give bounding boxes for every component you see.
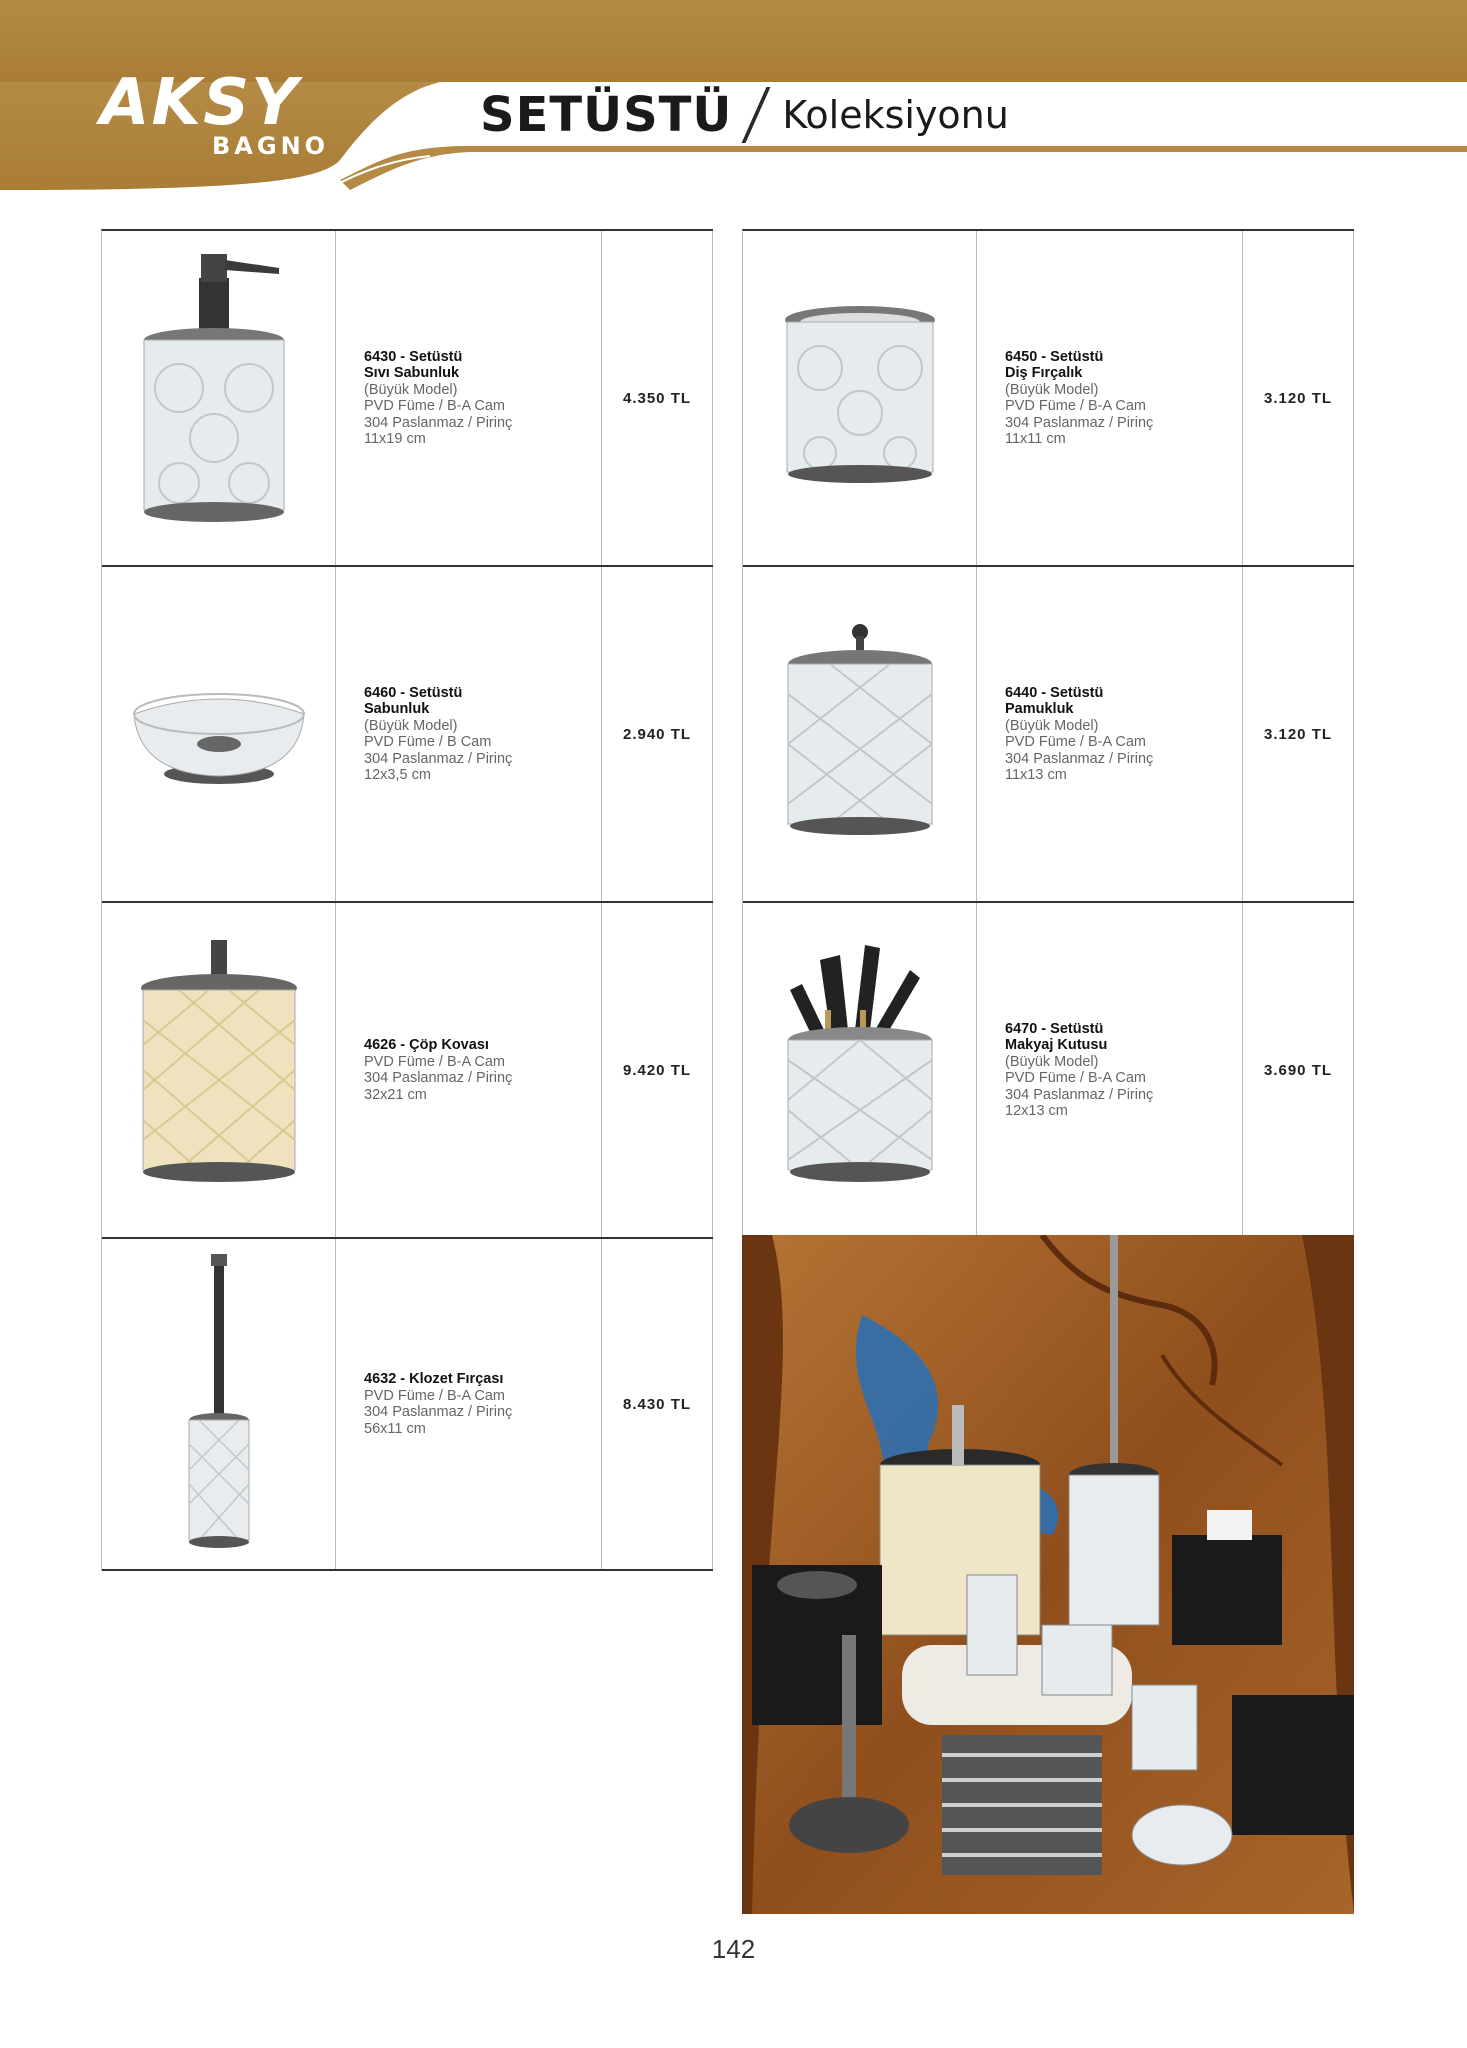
product-detail: (Büyük Model) xyxy=(364,717,458,734)
product-image-soap-dish xyxy=(102,567,336,901)
product-name: Makyaj Kutusu xyxy=(1005,1037,1108,1053)
product-name: Sabunluk xyxy=(364,701,430,717)
page-title xyxy=(480,80,1009,150)
product-detail: 11x11 cm xyxy=(1005,431,1066,447)
product-detail: 304 Paslanmaz / Pirinç xyxy=(364,750,513,767)
product-image-cotton-jar xyxy=(743,567,977,901)
product-description xyxy=(977,567,1243,901)
product-detail: (Büyük Model) xyxy=(1005,1053,1099,1070)
product-code: 4632 - Klozet Fırçası xyxy=(364,1371,504,1387)
product-row xyxy=(102,231,713,567)
product-name: Sıvı Sabunluk xyxy=(364,365,460,381)
product-detail: 304 Paslanmaz / Pirinç xyxy=(1005,1086,1154,1103)
product-description xyxy=(336,231,602,565)
product-detail: 304 Paslanmaz / Pirinç xyxy=(1005,414,1154,431)
product-detail: (Büyük Model) xyxy=(1005,717,1099,734)
product-detail: 304 Paslanmaz / Pirinç xyxy=(364,1404,513,1420)
product-image-toothbrush-holder xyxy=(743,231,977,565)
page-number: 142 xyxy=(711,1934,756,1964)
logo-main-text: AKSY xyxy=(100,66,300,140)
title-sub: Koleksiyonu xyxy=(782,93,1009,137)
product-detail: PVD Füme / B-A Cam xyxy=(364,1387,506,1404)
product-image-trash-bin xyxy=(102,903,336,1237)
product-row xyxy=(102,1239,713,1571)
page-header xyxy=(0,0,1467,200)
product-row xyxy=(743,903,1354,1239)
product-detail: 12x3,5 cm xyxy=(364,767,431,783)
product-image-toilet-brush xyxy=(102,1239,336,1569)
product-detail: PVD Füme / B-A Cam xyxy=(1005,398,1147,414)
product-description xyxy=(336,1239,602,1569)
product-detail: 304 Paslanmaz / Pirinç xyxy=(364,1070,513,1086)
product-detail: 12x13 cm xyxy=(1005,1103,1068,1119)
product-price: 3.120 TL xyxy=(1243,231,1354,565)
product-price: 4.350 TL xyxy=(602,231,713,565)
product-detail: (Büyük Model) xyxy=(1005,381,1099,398)
product-detail: PVD Füme / B Cam xyxy=(364,734,492,750)
product-code: 6430 - Setüstü xyxy=(364,348,463,365)
product-detail: 32x21 cm xyxy=(364,1086,427,1103)
product-description xyxy=(336,903,602,1237)
product-detail: PVD Füme / B-A Cam xyxy=(364,1053,506,1070)
collection-photo xyxy=(742,1235,1354,1914)
logo-sub-text: BAGNO xyxy=(212,132,330,160)
left-product-table xyxy=(101,229,713,1571)
product-name: Diş Fırçalık xyxy=(1005,365,1083,381)
product-image-soap-dispenser xyxy=(102,231,336,565)
product-detail: PVD Füme / B-A Cam xyxy=(364,398,506,414)
brand-logo xyxy=(100,68,340,168)
product-price: 9.420 TL xyxy=(602,903,713,1237)
product-detail: PVD Füme / B-A Cam xyxy=(1005,1070,1147,1086)
product-code: 4626 - Çöp Kovası xyxy=(364,1037,489,1053)
product-detail: 56x11 cm xyxy=(364,1420,426,1437)
product-row xyxy=(102,903,713,1239)
product-image-makeup-box xyxy=(743,903,977,1237)
product-price: 3.690 TL xyxy=(1243,903,1354,1237)
product-code: 6440 - Setüstü xyxy=(1005,684,1104,701)
product-detail: (Büyük Model) xyxy=(364,381,458,398)
title-divider xyxy=(742,87,771,143)
product-row xyxy=(743,231,1354,567)
product-row xyxy=(102,567,713,903)
right-product-table xyxy=(742,229,1354,1239)
product-description xyxy=(336,567,602,901)
product-description xyxy=(977,231,1243,565)
product-detail: 11x13 cm xyxy=(1005,767,1067,783)
product-code: 6460 - Setüstü xyxy=(364,684,463,701)
product-row xyxy=(743,567,1354,903)
product-price: 8.430 TL xyxy=(602,1239,713,1569)
product-price: 3.120 TL xyxy=(1243,567,1354,901)
product-code: 6470 - Setüstü xyxy=(1005,1020,1104,1037)
product-price: 2.940 TL xyxy=(602,567,713,901)
product-detail: 304 Paslanmaz / Pirinç xyxy=(364,414,513,431)
product-name: Pamukluk xyxy=(1005,701,1074,717)
title-main: SETÜSTÜ xyxy=(480,87,733,143)
product-description xyxy=(977,903,1243,1237)
product-detail: 304 Paslanmaz / Pirinç xyxy=(1005,750,1154,767)
product-code: 6450 - Setüstü xyxy=(1005,348,1104,365)
product-detail: PVD Füme / B-A Cam xyxy=(1005,734,1147,750)
product-detail: 11x19 cm xyxy=(364,431,426,447)
